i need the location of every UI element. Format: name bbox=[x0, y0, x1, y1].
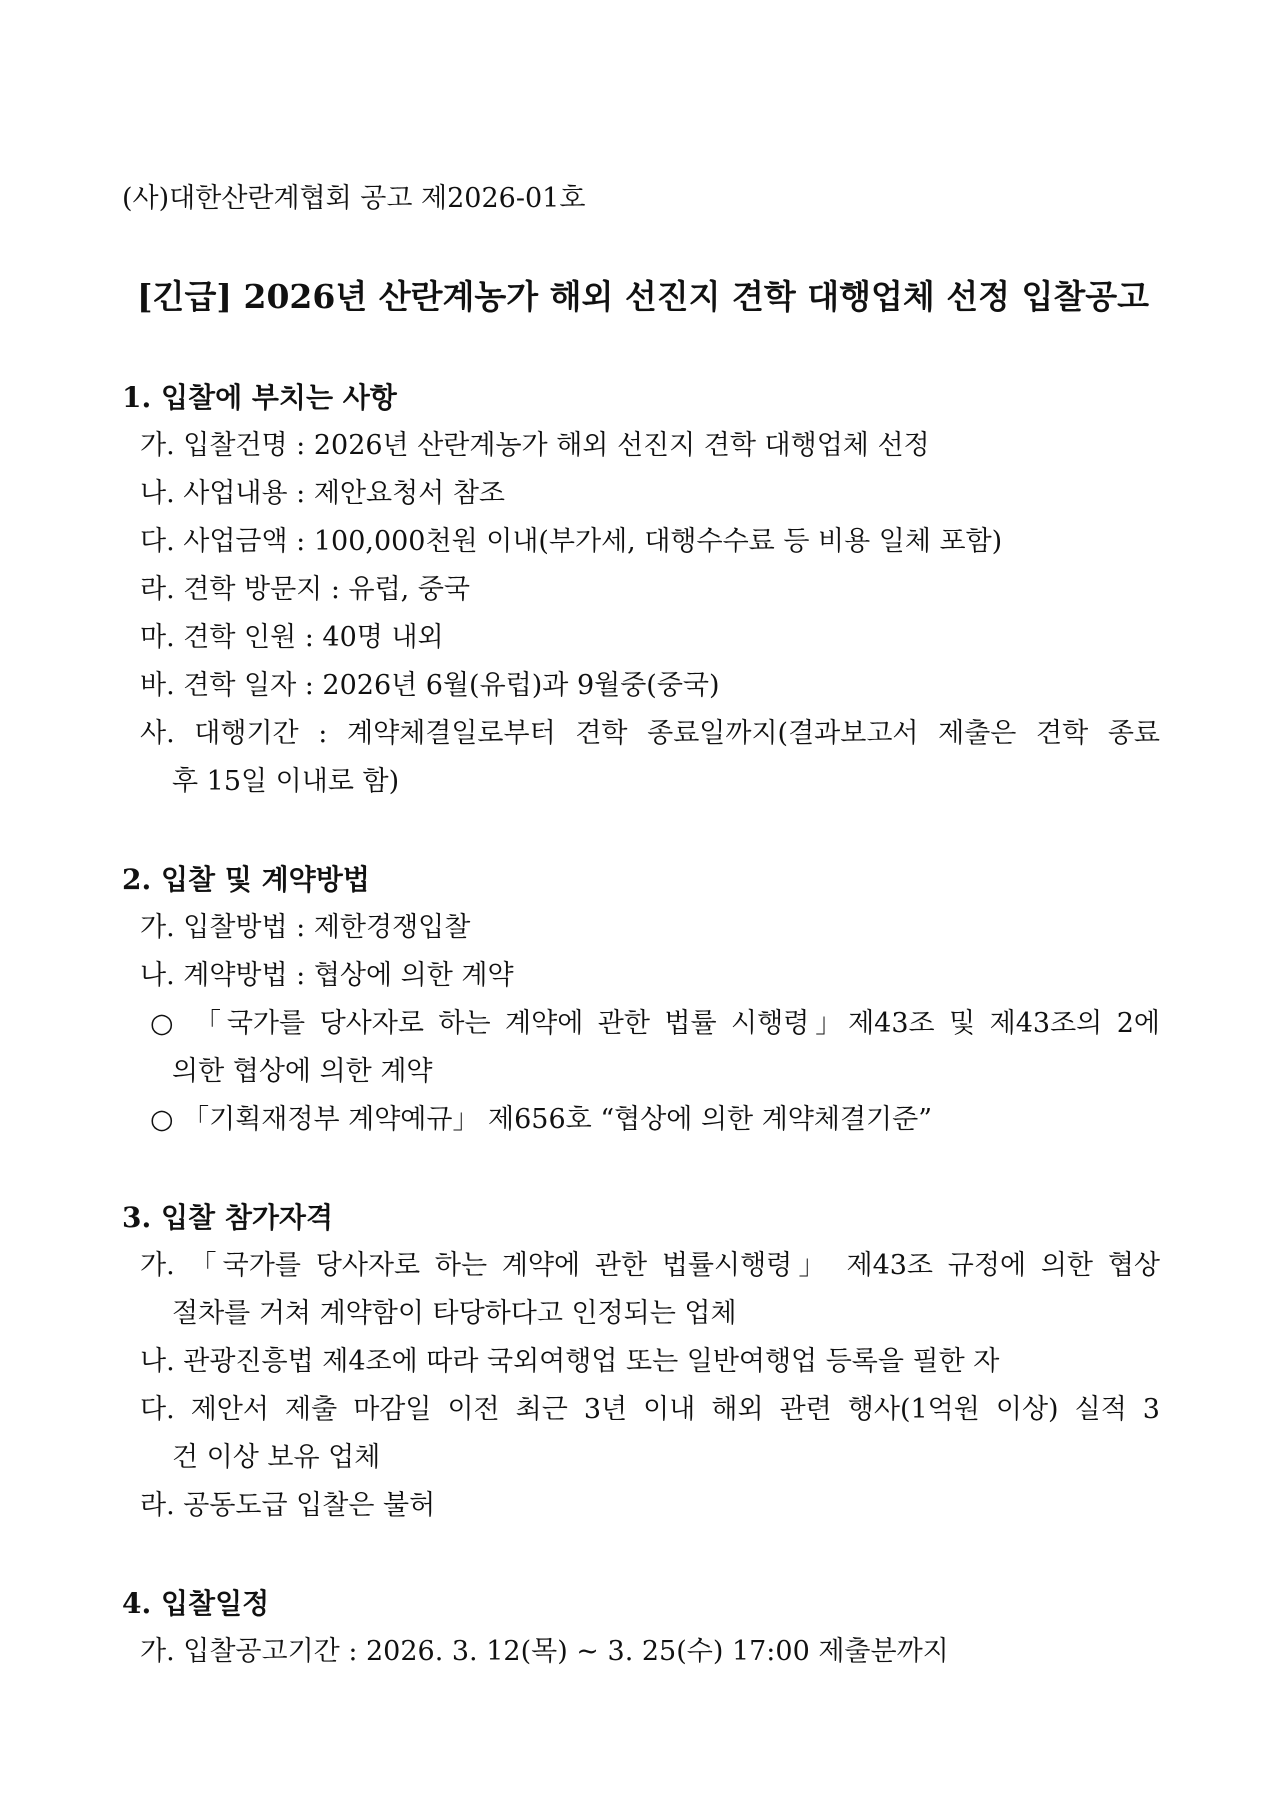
section-heading-1: 1. 입찰에 부치는 사항 bbox=[122, 381, 397, 414]
section2-item-contract-method: 나. 계약방법 : 협상에 의한 계약 bbox=[140, 960, 514, 991]
section-heading-3: 3. 입찰 참가자격 bbox=[122, 1201, 334, 1234]
section3-item-negotiation: 가. 「국가를 당사자로 하는 계약에 관한 법률시행령」 제43조 규정에 의한 협상 bbox=[140, 1250, 1160, 1281]
section1-item-participants: 마. 견학 인원 : 40명 내외 bbox=[140, 622, 444, 653]
section2-bullet-regulation: ○ 「기획재정부 계약예규」 제656호 “협상에 의한 계약체결기준” bbox=[150, 1104, 932, 1135]
section1-item-agency-period-cont: 후 15일 이내로 함) bbox=[172, 766, 400, 797]
section3-item-joint-bid: 라. 공동도급 입찰은 불허 bbox=[140, 1490, 436, 1521]
notice-number: (사)대한산란계협회 공고 제2026-01호 bbox=[122, 183, 586, 214]
section3-item-track-record: 다. 제안서 제출 마감일 이전 최근 3년 이내 해외 관련 행사(1억원 이상) 실적 3 bbox=[140, 1394, 1160, 1425]
section-heading-4: 4. 입찰일정 bbox=[122, 1587, 270, 1620]
section1-item-bid-name: 가. 입찰건명 : 2026년 산란계농가 해외 선진지 견학 대행업체 선정 bbox=[140, 430, 930, 461]
section-heading-2: 2. 입찰 및 계약방법 bbox=[122, 863, 370, 896]
section2-bullet-law: ○ 「국가를 당사자로 하는 계약에 관한 법률 시행령」제43조 및 제43조의 2에 bbox=[150, 1008, 1160, 1039]
section3-item-tourism-registration: 나. 관광진흥법 제4조에 따라 국외여행업 또는 일반여행업 등록을 필한 자 bbox=[140, 1346, 1000, 1377]
section3-item-track-record-cont: 건 이상 보유 업체 bbox=[172, 1442, 381, 1473]
section1-item-agency-period: 사. 대행기간 : 계약체결일로부터 견학 종료일까지(결과보고서 제출은 견학 종료 bbox=[140, 718, 1160, 749]
document-title: [긴급] 2026년 산란계농가 해외 선진지 견학 대행업체 선정 입찰공고 bbox=[137, 277, 1149, 316]
section2-bullet-law-cont: 의한 협상에 의한 계약 bbox=[172, 1056, 433, 1087]
section1-item-destination: 라. 견학 방문지 : 유럽, 중국 bbox=[140, 574, 470, 605]
section1-item-business-content: 나. 사업내용 : 제안요청서 참조 bbox=[140, 478, 505, 509]
section2-item-bid-method: 가. 입찰방법 : 제한경쟁입찰 bbox=[140, 912, 471, 943]
section1-item-business-amount: 다. 사업금액 : 100,000천원 이내(부가세, 대행수수료 등 비용 일체 포함) bbox=[140, 526, 1003, 557]
section4-item-notice-period: 가. 입찰공고기간 : 2026. 3. 12(목) ~ 3. 25(수) 17:00 제출분까지 bbox=[140, 1636, 949, 1667]
section3-item-negotiation-cont: 절차를 거쳐 계약함이 타당하다고 인정되는 업체 bbox=[172, 1298, 737, 1329]
section1-item-dates: 바. 견학 일자 : 2026년 6월(유럽)과 9월중(중국) bbox=[140, 670, 720, 701]
